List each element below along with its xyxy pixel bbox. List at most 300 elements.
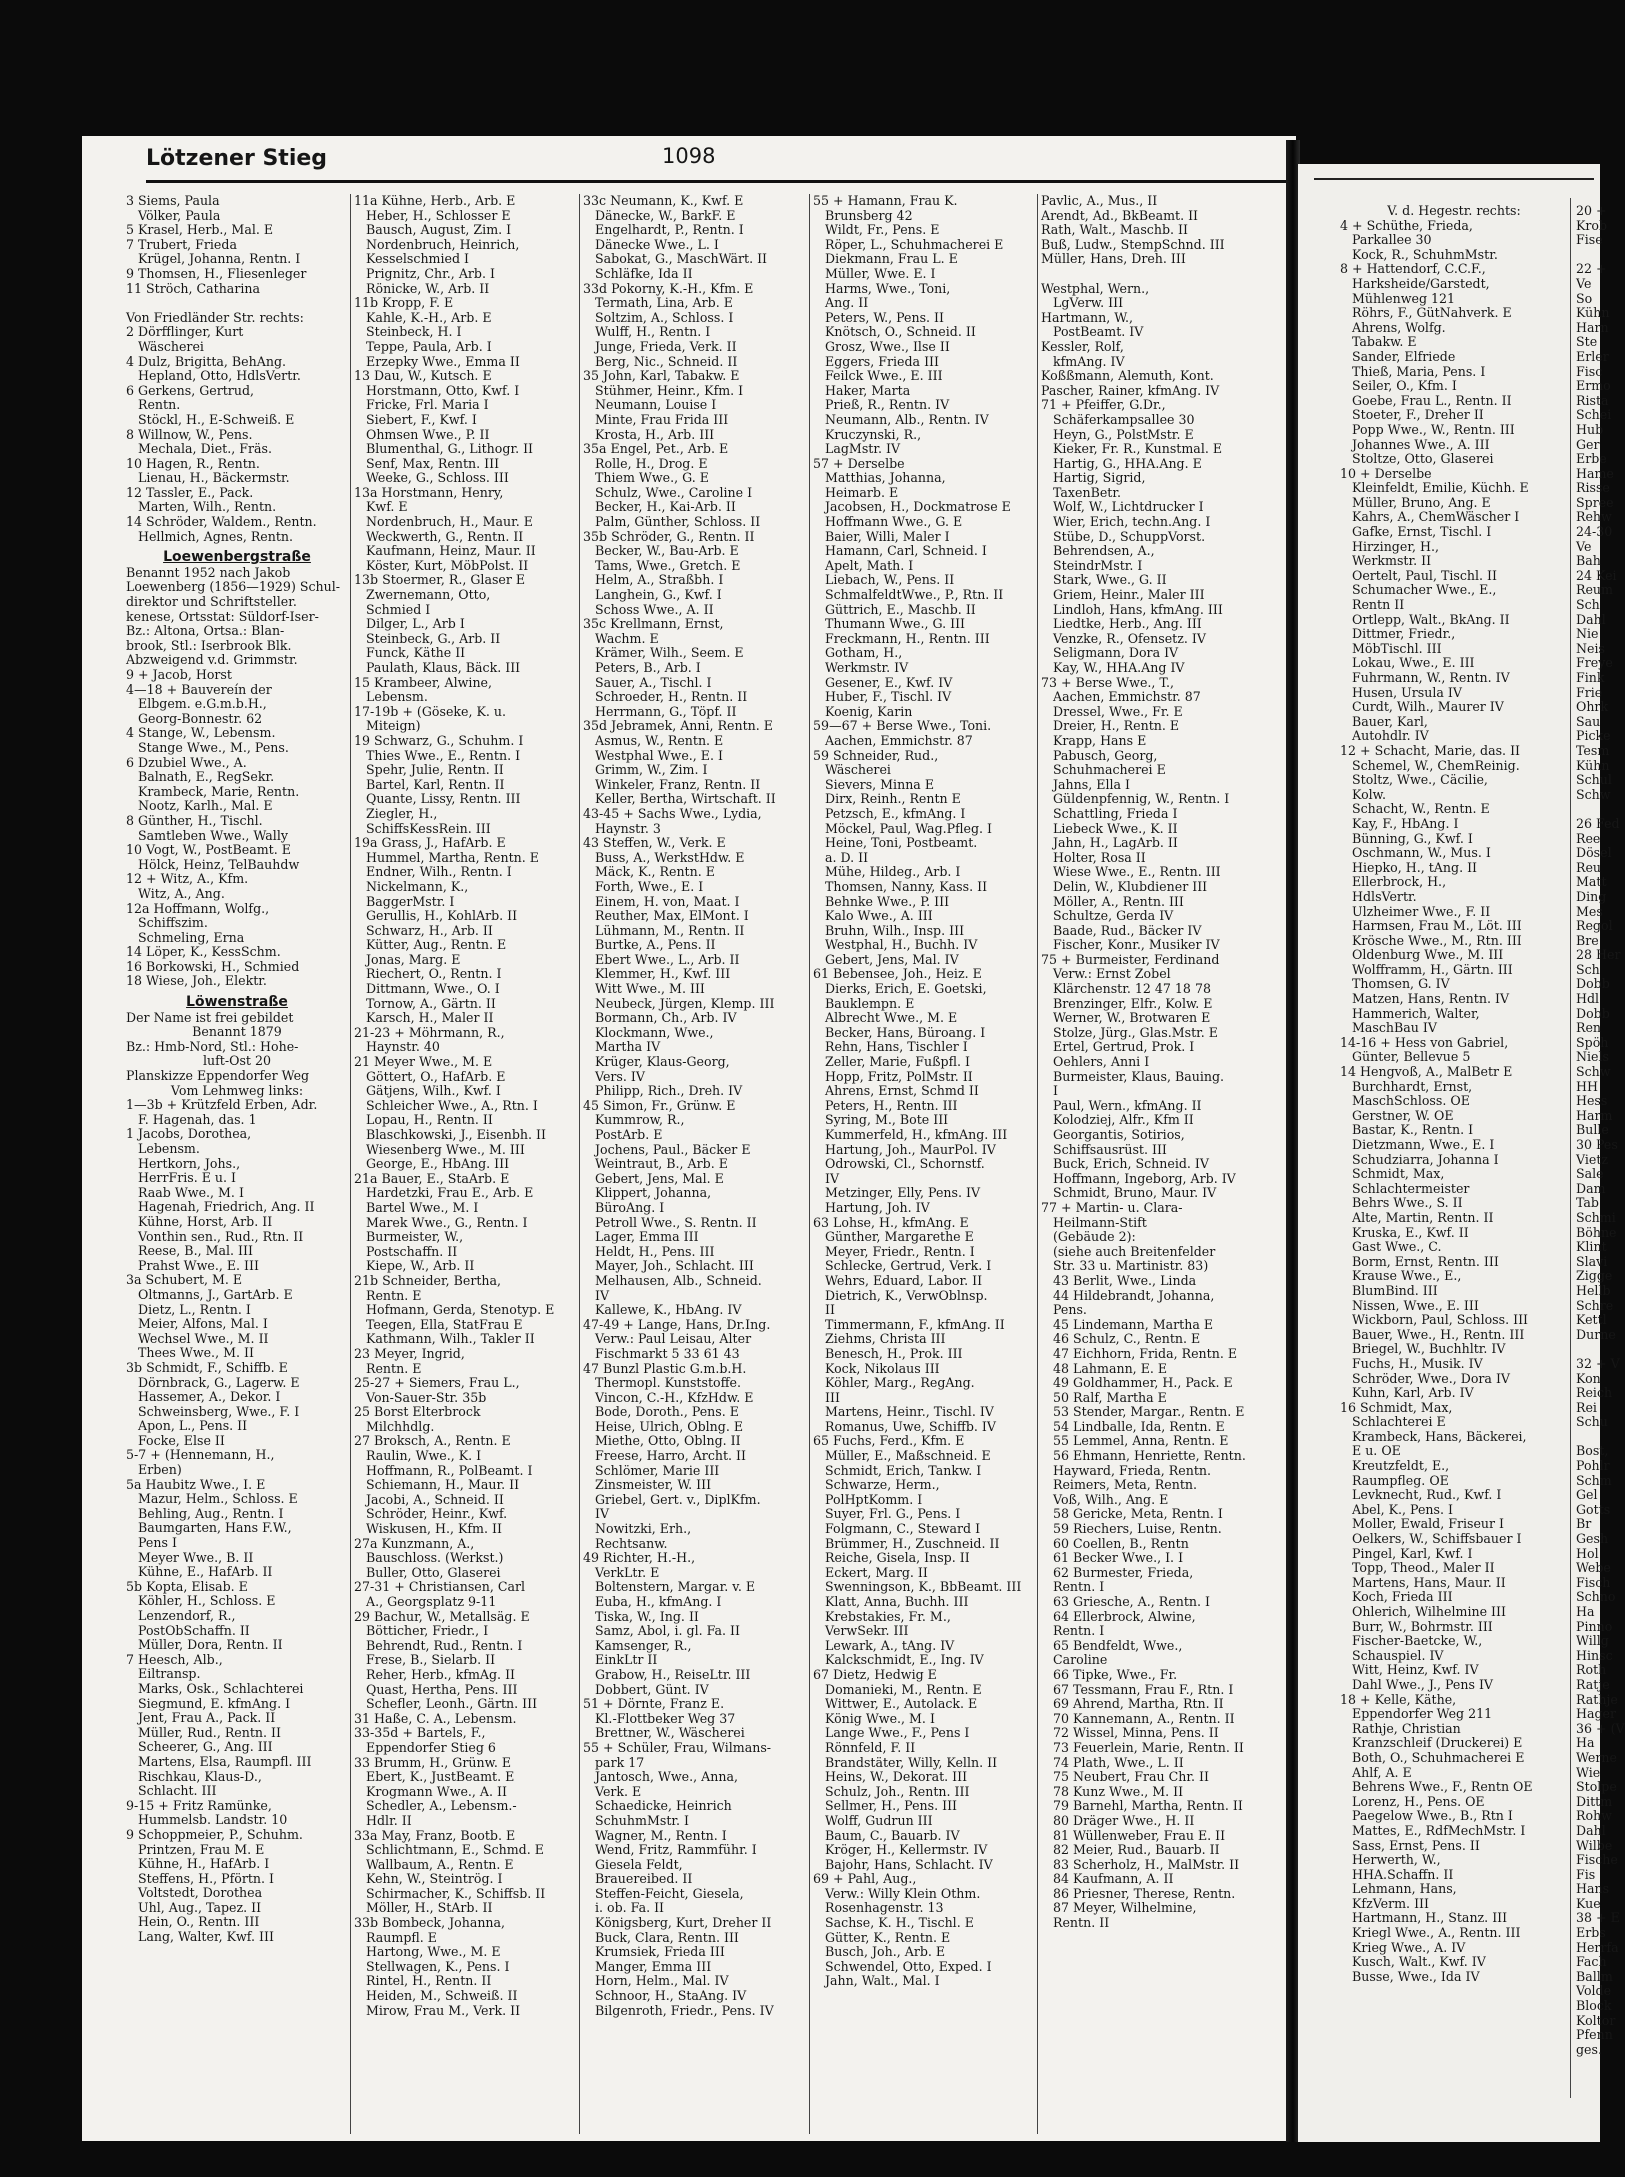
directory-line: Benesch, H., Prok. III	[825, 1345, 963, 1361]
directory-line: Winkeler, Franz, Rentn. II	[595, 776, 761, 792]
directory-line: Nordenbruch, Heinrich,	[366, 236, 520, 252]
directory-line: Steinbeck, H. I	[366, 324, 462, 340]
directory-line: MaschBau IV	[1352, 1020, 1437, 1036]
directory-line: Rentn. I	[1053, 1623, 1105, 1639]
directory-line: Stange Wwe., M., Pens.	[138, 739, 289, 755]
directory-line: Schmied I	[366, 601, 431, 617]
directory-line: Lindloh, Hans, kfmAng. III	[1053, 601, 1223, 617]
directory-line: 5 Krasel, Herb., Mal. E	[126, 222, 274, 238]
directory-line: 43 Steffen, W., Verk. E	[583, 835, 726, 851]
directory-line: Günter, Bellevue 5	[1352, 1049, 1471, 1065]
directory-line: Sabokat, G., MaschWärt. II	[595, 251, 768, 267]
directory-line: luft-Ost 20	[203, 1053, 271, 1069]
directory-line: 13b Stoermer, R., Glaser E	[354, 572, 526, 588]
directory-line: Baum, C., Bauarb. IV	[825, 1827, 960, 1843]
directory-line: Swenningson, K., BbBeamt. III	[825, 1579, 1022, 1595]
directory-line: 8 + Hattendorf, C.C.F.,	[1340, 261, 1486, 277]
directory-line: Vom Lehmweg links:	[170, 1082, 304, 1098]
directory-line: Der Name ist frei gebildet	[126, 1009, 294, 1025]
directory-line: Ste	[1576, 334, 1598, 350]
directory-line: Güttrich, E., Maschb. II	[825, 601, 976, 617]
directory-line: Kesselschmied I	[366, 251, 470, 267]
directory-line: Raumpfl. E	[366, 1929, 437, 1945]
directory-line: Weckwerth, G., Rentn. II	[366, 528, 524, 544]
directory-line: Heber, H., Schlosser E	[366, 207, 511, 223]
directory-line: Röhrs, F., GütNahverk. E	[1352, 305, 1512, 321]
directory-line: 11 Ströch, Catharina	[126, 280, 260, 296]
directory-line: Krügel, Johanna, Rentn. I	[138, 251, 301, 267]
directory-line: Kühne, Horst, Arb. II	[138, 1213, 273, 1229]
directory-line: 29 Bachur, W., Metallsäg. E	[354, 1608, 530, 1624]
directory-line: Vincon, C.-H., KfzHdw. E	[595, 1389, 754, 1405]
directory-line: Verk. E	[595, 1783, 642, 1799]
directory-line: Günther, Margarethe E	[825, 1229, 974, 1245]
directory-line: Ebert, K., JustBeamt. E	[366, 1769, 515, 1785]
directory-line: Gel	[1576, 1487, 1598, 1503]
directory-line: Seligmann, Dora IV	[1053, 645, 1179, 661]
directory-line: Kalo Wwe., A. III	[825, 908, 933, 924]
directory-line: Berg, Nic., Schneid. II	[595, 353, 738, 369]
directory-line: Lenzendorf, R.,	[138, 1608, 236, 1623]
directory-line: Knötsch, O., Schneid. II	[825, 324, 976, 340]
directory-line: Ahrens, Ernst, Schmd II	[825, 1083, 979, 1099]
directory-line: Schul	[1576, 772, 1612, 788]
directory-line: Fischer, Konr., Musiker IV	[1053, 937, 1220, 953]
directory-line: LagMstr. IV	[825, 441, 901, 457]
directory-line: Metzinger, Elly, Pens. IV	[825, 1185, 981, 1201]
directory-line: Roth	[1576, 1662, 1607, 1678]
directory-line: Krob	[1576, 217, 1608, 233]
directory-line: Rönnfeld, F. II	[825, 1739, 916, 1755]
directory-line: Schw	[1576, 1064, 1611, 1080]
directory-line: Willg	[1576, 1633, 1609, 1649]
directory-line: Schmi	[1576, 1209, 1616, 1225]
directory-line: 86 Priesner, Therese, Rentn.	[1053, 1885, 1236, 1901]
directory-line: Becker, Hans, Büroang. I	[825, 1024, 986, 1040]
directory-line: HdlsVertr.	[1352, 888, 1417, 904]
directory-line: Giesela Feldt,	[595, 1856, 683, 1872]
directory-line: Nissen, Wwe., E. III	[1352, 1297, 1479, 1313]
directory-line: Meier, Alfons, Mal. I	[138, 1316, 268, 1332]
directory-line: 12 Tassler, E., Pack.	[126, 484, 254, 500]
directory-line: 26 Fed	[1576, 815, 1620, 831]
directory-line: Dressel, Wwe., Fr. E	[1053, 703, 1183, 719]
directory-line: Slavi	[1576, 1253, 1608, 1269]
directory-line: Kleinfeldt, Emilie, Küchh. E	[1352, 480, 1529, 496]
street-heading: Loewenbergstraße	[163, 549, 311, 566]
directory-line: Burtke, A., Pens. II	[595, 937, 716, 953]
directory-line: Schwarze, Herm.,	[825, 1477, 940, 1493]
directory-line: direktor und Schriftsteller.	[126, 594, 297, 610]
column-divider	[1037, 194, 1038, 2134]
directory-line: Schwarz, H., Arb. II	[366, 922, 493, 938]
directory-line: Manger, Emma III	[595, 1958, 712, 1974]
directory-line: Göttert, O., HafArb. E	[366, 1068, 506, 1084]
directory-line: Becker, W., Bau-Arb. E	[595, 543, 739, 559]
directory-line: Wäscherei	[138, 338, 204, 354]
directory-line: Romanus, Uwe, Schiffb. IV	[825, 1418, 996, 1434]
directory-line: 21b Schneider, Bertha,	[354, 1272, 502, 1288]
directory-line: Stoeter, F., Dreher II	[1352, 407, 1484, 423]
directory-line: Steffens, H., Pförtn. I	[138, 1870, 275, 1886]
directory-line: park 17	[595, 1754, 645, 1770]
directory-line: Schedler, A., Lebensm.-	[366, 1798, 517, 1814]
directory-line: 49 Richter, H.-H.,	[583, 1550, 696, 1566]
directory-line: Thumann Wwe., G. III	[825, 616, 966, 632]
directory-line: Harm	[1576, 1107, 1613, 1123]
directory-line: 3a Schubert, M. E	[126, 1272, 243, 1288]
directory-line: Ohmsen Wwe., P. II	[366, 426, 490, 442]
directory-line: Hirzinger, H.,	[1352, 538, 1439, 554]
directory-line: Bauer, Karl,	[1352, 713, 1428, 729]
directory-line: Stolpe	[1576, 1779, 1617, 1795]
directory-line: Hamann, Carl, Schneid. I	[825, 543, 987, 559]
directory-line: 36 + (V	[1576, 1720, 1625, 1736]
directory-line: 74 Plath, Wwe., L. II	[1053, 1754, 1184, 1770]
directory-line: Werkmstr. II	[1352, 553, 1432, 569]
directory-line: George, E., HbAng. III	[366, 1156, 510, 1172]
directory-line: Schmidt, Erich, Tankw. I	[825, 1462, 982, 1478]
directory-line: Pens.	[1053, 1302, 1087, 1318]
directory-column-6	[1340, 204, 1568, 2124]
directory-line: Lang, Walter, Kwf. III	[138, 1929, 274, 1945]
directory-line: Krambeck, Hans, Bäckerei,	[1352, 1428, 1527, 1444]
directory-line: 18 + Kelle, Käthe,	[1340, 1691, 1457, 1707]
directory-line: 9 Thomsen, H., Fliesenleger	[126, 265, 307, 281]
directory-line: Lewark, A., tAng. IV	[825, 1637, 955, 1653]
directory-line: Quante, Lissy, Rentn. III	[366, 791, 521, 807]
directory-line: 63 Lohse, H., kfmAng. E	[813, 1214, 969, 1230]
directory-line: 45 Lindemann, Martha E	[1053, 1316, 1214, 1332]
directory-line: Oltmanns, J., GartArb. E	[138, 1286, 293, 1302]
directory-line: Schlecke, Gertrud, Verk. I	[825, 1258, 992, 1274]
directory-line: 9-15 + Fritz Ramünke,	[126, 1797, 272, 1813]
directory-line: 7 Trubert, Frieda	[126, 236, 237, 252]
directory-line: Müller, Dora, Rentn. II	[138, 1637, 283, 1653]
directory-line: Blumenthal, G., Lithogr. II	[366, 441, 534, 457]
directory-line: Bz.: Hmb-Nord, Stl.: Hohe-	[126, 1038, 299, 1054]
directory-line: 46 Schulz, C., Rentn. E	[1053, 1331, 1201, 1347]
directory-line: 6 Dzubiel Wwe., A.	[126, 754, 247, 770]
directory-line: Hub	[1576, 421, 1604, 437]
directory-line: 32 + V	[1576, 1355, 1620, 1371]
directory-line: Fuhrmann, W., Rentn. IV	[1352, 670, 1510, 685]
directory-line: Bausch, August, Zim. I	[366, 222, 512, 238]
directory-line: 67 Tessmann, Frau F., Rtn. I	[1053, 1681, 1234, 1697]
directory-line: Nowitzki, Erh.,	[595, 1521, 692, 1537]
directory-line: Abel, K., Pens. I	[1352, 1501, 1453, 1517]
directory-line: Harksheide/Garstedt,	[1352, 275, 1490, 291]
directory-line: Kütter, Aug., Rentn. E	[366, 937, 507, 953]
directory-line: Krosta, H., Arb. III	[595, 426, 715, 442]
directory-line: Benannt 1879	[192, 1024, 282, 1040]
directory-line: Hepland, Otto, HdlsVertr.	[138, 368, 301, 384]
directory-line: Böhne	[1576, 1224, 1617, 1240]
directory-line: Buller, Otto, Glaserei	[366, 1564, 501, 1580]
directory-line: Schno	[1576, 1589, 1616, 1605]
directory-line: Rolle, H., Drog. E	[595, 455, 708, 471]
directory-line: Behling, Aug., Rentn. I	[138, 1505, 284, 1521]
directory-line: Ve	[1576, 275, 1592, 291]
directory-line: Eckert, Marg. II	[825, 1564, 928, 1580]
directory-line: Wolff, Gudrun III	[825, 1812, 933, 1828]
directory-line: Apon, L., Pens. II	[138, 1418, 248, 1434]
directory-line: Gerstner, W. OE	[1352, 1107, 1454, 1123]
directory-line: Krause Wwe., E.,	[1352, 1268, 1462, 1284]
directory-line: Hartung, Joh. IV	[825, 1199, 930, 1215]
directory-line: Ziehms, Christa III	[825, 1331, 946, 1347]
directory-line: 15 Krambeer, Alwine,	[354, 674, 493, 690]
directory-line: Thies Wwe., E., Rentn. I	[366, 747, 521, 763]
directory-line: Westphal Wwe., E. I	[595, 747, 723, 763]
directory-line: Klint	[1576, 1239, 1607, 1255]
directory-line: Verw.: Ernst Zobel	[1053, 966, 1171, 982]
directory-line: Feilck Wwe., E. III	[825, 368, 943, 384]
directory-line: Bötticher, Friedr., I	[366, 1623, 489, 1639]
directory-line: Samtleben Wwe., Wally	[138, 827, 288, 843]
directory-line: 59—67 + Berse Wwe., Toni.	[813, 718, 992, 734]
directory-line: Liedtke, Herb., Ang. III	[1053, 616, 1202, 632]
directory-line: 69 + Pahl, Aug.,	[813, 1871, 917, 1887]
directory-line: SchuhmMstr. I	[595, 1812, 689, 1828]
directory-line: Erler	[1576, 348, 1609, 364]
directory-line: 59 Riechers, Luise, Rentn.	[1053, 1521, 1222, 1537]
directory-line: Gesh	[1576, 1531, 1609, 1547]
directory-line: Baumgarten, Hans F.W.,	[138, 1520, 292, 1536]
directory-line: Sievers, Minna E	[825, 776, 935, 792]
directory-line: Koenig, Karin	[825, 703, 913, 719]
directory-line: Jantosch, Wwe., Anna,	[595, 1769, 738, 1785]
directory-line: 78 Kunz Wwe., M. II	[1053, 1783, 1184, 1799]
directory-line: Bartel Wwe., M. I	[366, 1199, 479, 1215]
directory-line: Samz, Abol, i. gl. Fa. II	[595, 1623, 740, 1639]
directory-line: Erbs	[1576, 1925, 1606, 1941]
directory-line: Matt	[1576, 874, 1607, 890]
directory-line: PostBeamt. IV	[1053, 324, 1144, 340]
directory-line: Ahrens, Wolfg.	[1352, 319, 1446, 335]
directory-line: Borm, Ernst, Rentn. III	[1352, 1253, 1499, 1269]
directory-line: Prignitz, Chr., Arb. I	[366, 265, 495, 281]
directory-line: 70 Kannemann, A., Rentn. II	[1053, 1710, 1235, 1726]
directory-line: Jahns, Ella I	[1053, 776, 1130, 792]
right-directory-page	[1298, 164, 1625, 2142]
directory-line: Thieß, Maria, Pens. I	[1352, 363, 1486, 379]
page-title: Lötzener Stieg	[146, 146, 328, 171]
directory-line: Brauereibed. II	[595, 1871, 693, 1887]
directory-line: Balnath, E., RegSekr.	[138, 769, 275, 785]
directory-line: Ve	[1576, 538, 1592, 554]
directory-line: Liebach, W., Pens. II	[825, 572, 955, 588]
directory-line: Siebert, F., Kwf. I	[366, 411, 477, 427]
directory-line: Miteign)	[366, 718, 421, 734]
directory-line: Oehlers, Anni I	[1053, 1054, 1150, 1070]
directory-line: 35c Krellmann, Ernst,	[583, 616, 724, 632]
directory-line: Oldenburg Wwe., M. III	[1352, 947, 1504, 963]
directory-line: Milchhdlg.	[366, 1418, 435, 1434]
directory-line: Planskizze Eppendorfer Weg	[126, 1068, 310, 1084]
directory-line: Lager, Emma III	[595, 1229, 699, 1245]
directory-line: 45 Simon, Fr., Grünw. E	[583, 1097, 736, 1113]
directory-line: Heyn, G., PolstMstr. E	[1053, 426, 1194, 442]
directory-line: SchiffsKessRein. III	[366, 820, 491, 836]
directory-line: 25-27 + Siemers, Frau L.,	[354, 1375, 520, 1391]
directory-line: Apelt, Math. I	[825, 557, 914, 573]
directory-line: Schoss Wwe., A. II	[595, 601, 714, 617]
directory-line: Rechtsanw.	[595, 1535, 668, 1551]
directory-line: 33c Neumann, K., Kwf. E	[583, 193, 744, 208]
directory-line: 11a Kühne, Herb., Arb. E	[354, 193, 516, 208]
directory-line: Schroeder, H., Rentn. II	[595, 689, 748, 705]
directory-line: 43 Berlit, Wwe., Linda	[1053, 1272, 1197, 1288]
directory-line: Ertel, Gertrud, Prok. I	[1053, 1039, 1195, 1055]
directory-line: Peters, W., Pens. II	[825, 309, 945, 325]
directory-line: Kühne, E., HafArb. II	[138, 1564, 273, 1580]
directory-line: Krebstakies, Fr. M.,	[825, 1608, 951, 1624]
directory-line: Dietrich, K., VerwOblnsp.	[825, 1287, 988, 1303]
directory-line: 82 Meier, Rud., Bauarb. II	[1053, 1842, 1220, 1858]
directory-line: 14 Schröder, Waldem., Rentn.	[126, 514, 317, 530]
directory-line: Elbgem. e.G.m.b.H.,	[138, 696, 267, 712]
directory-line: Kettl	[1576, 1312, 1607, 1328]
directory-line: Reimers, Meta, Rentn.	[1053, 1477, 1197, 1493]
directory-line: Curdt, Wilh., Maurer IV	[1352, 699, 1504, 715]
directory-line: Hdlr. II	[366, 1812, 412, 1828]
directory-line: 3 Siems, Paula	[126, 193, 220, 208]
directory-line: Dänecke Wwe., L. I	[595, 236, 719, 252]
directory-line: Wulff, H., Rentn. I	[595, 324, 711, 340]
directory-line: 44 Hildebrandt, Johanna,	[1053, 1287, 1215, 1303]
directory-line: Schröder, Wwe., Dora IV	[1352, 1370, 1511, 1386]
directory-line: Euba, H., kfmAng. I	[595, 1594, 722, 1609]
directory-line: Ratje	[1576, 1676, 1610, 1692]
directory-line: Mazur, Helm., Schloss. E	[138, 1491, 298, 1507]
directory-line: Von-Sauer-Str. 35b	[366, 1389, 487, 1405]
directory-line: 20 +	[1576, 203, 1607, 218]
directory-line: Minte, Frau Frida III	[595, 411, 729, 427]
directory-line: Wagner, M., Rentn. I	[595, 1827, 727, 1843]
directory-line: Dam	[1576, 1180, 1606, 1196]
directory-line: a. D. II	[825, 849, 869, 865]
directory-line: Nie	[1576, 626, 1599, 642]
directory-line: Volde	[1576, 1983, 1612, 1999]
directory-line: 12 + Schacht, Marie, das. II	[1340, 742, 1521, 758]
directory-line: 12a Hoffmann, Wolfg.,	[126, 900, 270, 916]
directory-line: Hopp, Fritz, PolMstr. II	[825, 1068, 973, 1084]
directory-line: Möller, A., Rentn. III	[1053, 893, 1184, 909]
directory-line: Sch	[1576, 597, 1600, 613]
directory-line: Stoltz, Wwe., Cäcilie,	[1352, 772, 1488, 788]
directory-line: Behrendsen, A.,	[1053, 543, 1155, 559]
directory-line: i. ob. Fa. II	[595, 1900, 665, 1916]
directory-line: Mattes, E., RdfMechMstr. I	[1352, 1822, 1526, 1838]
directory-line: Griem, Heinr., Maler III	[1053, 587, 1205, 603]
directory-line: Benannt 1952 nach Jakob	[126, 564, 291, 580]
directory-line: Tabakw. E	[1352, 334, 1417, 350]
directory-line: Dänecke, W., BarkF. E	[595, 207, 736, 223]
directory-line: Hartmann, H., Stanz. III	[1352, 1910, 1508, 1926]
directory-line: Ohrk	[1576, 699, 1609, 715]
directory-line: Wolf, W., Lichtdrucker I	[1053, 499, 1204, 515]
page-number: 1098	[662, 144, 716, 168]
directory-line: 59 Schneider, Rud.,	[813, 747, 939, 763]
directory-line: 47-49 + Lange, Hans, Dr.Ing.	[583, 1316, 771, 1332]
directory-line: SteindrMstr. I	[1053, 557, 1143, 573]
directory-line: Hayward, Frieda, Rentn.	[1053, 1462, 1212, 1478]
directory-line: Stark, Wwe., G. II	[1053, 572, 1167, 588]
directory-line: Erbe	[1576, 451, 1607, 467]
directory-line: Thomsen, G. IV	[1352, 976, 1450, 992]
directory-line: Brümmer, H., Zuschneid. II	[825, 1535, 1000, 1551]
directory-line: Freese, Harro, Archt. II	[595, 1448, 747, 1464]
directory-line: Müller, Wwe. E. I	[825, 265, 936, 281]
directory-line: Liebeck Wwe., K. II	[1053, 820, 1178, 836]
directory-line: Wildt, Fr., Pens. E	[825, 222, 940, 238]
directory-line: Rischkau, Klaus-D.,	[138, 1768, 262, 1784]
directory-line: 80 Dräger Wwe., H. II	[1053, 1812, 1195, 1828]
directory-line: Marek Wwe., G., Rentn. I	[366, 1214, 528, 1230]
directory-line: Grabow, H., ReiseLtr. III	[595, 1666, 751, 1682]
directory-line: Rath, Walt., Maschb. II	[1041, 222, 1188, 238]
directory-line: IV	[595, 1287, 610, 1303]
directory-line: Gütter, K., Rentn. E	[825, 1929, 951, 1945]
directory-line: Rentn. E	[366, 1287, 422, 1303]
directory-line: Hellb	[1576, 1282, 1611, 1298]
directory-line: Burmeister, Klaus, Bauing.	[1053, 1068, 1225, 1084]
directory-line: Mirow, Frau M., Verk. II	[366, 2002, 521, 2018]
directory-line: Hertkorn, Johs.,	[138, 1155, 241, 1171]
directory-line: Weeke, G., Schloss. III	[366, 470, 509, 486]
directory-line: Paegelow Wwe., B., Rtn I	[1352, 1808, 1513, 1824]
directory-line: Hager	[1576, 1706, 1617, 1722]
directory-line: Schlacht. III	[138, 1783, 217, 1799]
directory-line: 35a Engel, Pet., Arb. E	[583, 441, 729, 457]
directory-line: Möller, H., StArb. II	[366, 1900, 493, 1916]
directory-line: Bre	[1576, 932, 1599, 948]
directory-line: Brandstäter, Willy, Kelln. II	[825, 1754, 998, 1770]
directory-line: Postschaffn. II	[366, 1243, 458, 1259]
directory-line: Kehn, W., Steintrög. I	[366, 1871, 503, 1887]
directory-line: 12 + Witz, A., Kfm.	[126, 871, 249, 887]
directory-line: Fise	[1576, 232, 1603, 248]
directory-line: Hess	[1576, 1093, 1608, 1109]
directory-line: 55 + Schüler, Frau, Wilmans-	[583, 1739, 772, 1755]
directory-line: Popp Wwe., W., Rentn. III	[1352, 421, 1515, 437]
directory-line: 18 Wiese, Joh., Elektr.	[126, 973, 267, 989]
directory-line: Gerullis, H., KohlArb. II	[366, 908, 518, 924]
directory-line: Nordenbruch, H., Maur. E	[366, 514, 533, 530]
directory-line: 38 + E	[1576, 1910, 1620, 1926]
directory-line: Voltstedt, Dorothea	[138, 1885, 263, 1901]
directory-line: Schnoor, H., StaAng. IV	[595, 1988, 747, 2004]
directory-line: Martens, Heinr., Tischl. IV	[825, 1404, 994, 1420]
directory-line: 47 Bunzl Plastic G.m.b.H.	[583, 1360, 747, 1376]
directory-line: Ballm	[1576, 1968, 1613, 1984]
directory-line: Pascher, Rainer, kfmAng. IV	[1041, 382, 1220, 398]
directory-line: Gebert, Jens, Mal. IV	[825, 951, 959, 967]
column-divider	[579, 194, 580, 2134]
directory-line: Klatt, Anna, Buchh. III	[825, 1594, 969, 1609]
directory-line: Fische	[1576, 1852, 1618, 1868]
directory-line: Lühmann, M., Rentn. II	[595, 922, 745, 938]
directory-line: Focke, Else II	[138, 1432, 225, 1448]
directory-line: Martens, Elsa, Raumpfl. III	[138, 1753, 312, 1769]
left-directory-page	[82, 136, 1296, 2141]
directory-line: 17-19b + (Göseke, K. u.	[354, 703, 507, 719]
directory-line: Dörnbrack, G., Lagerw. E	[138, 1374, 300, 1390]
directory-line: Bost,	[1576, 1443, 1609, 1459]
directory-line: Funck, Käthe II	[366, 645, 466, 661]
directory-line: Gätjens, Wilh., Kwf. I	[366, 1083, 501, 1099]
